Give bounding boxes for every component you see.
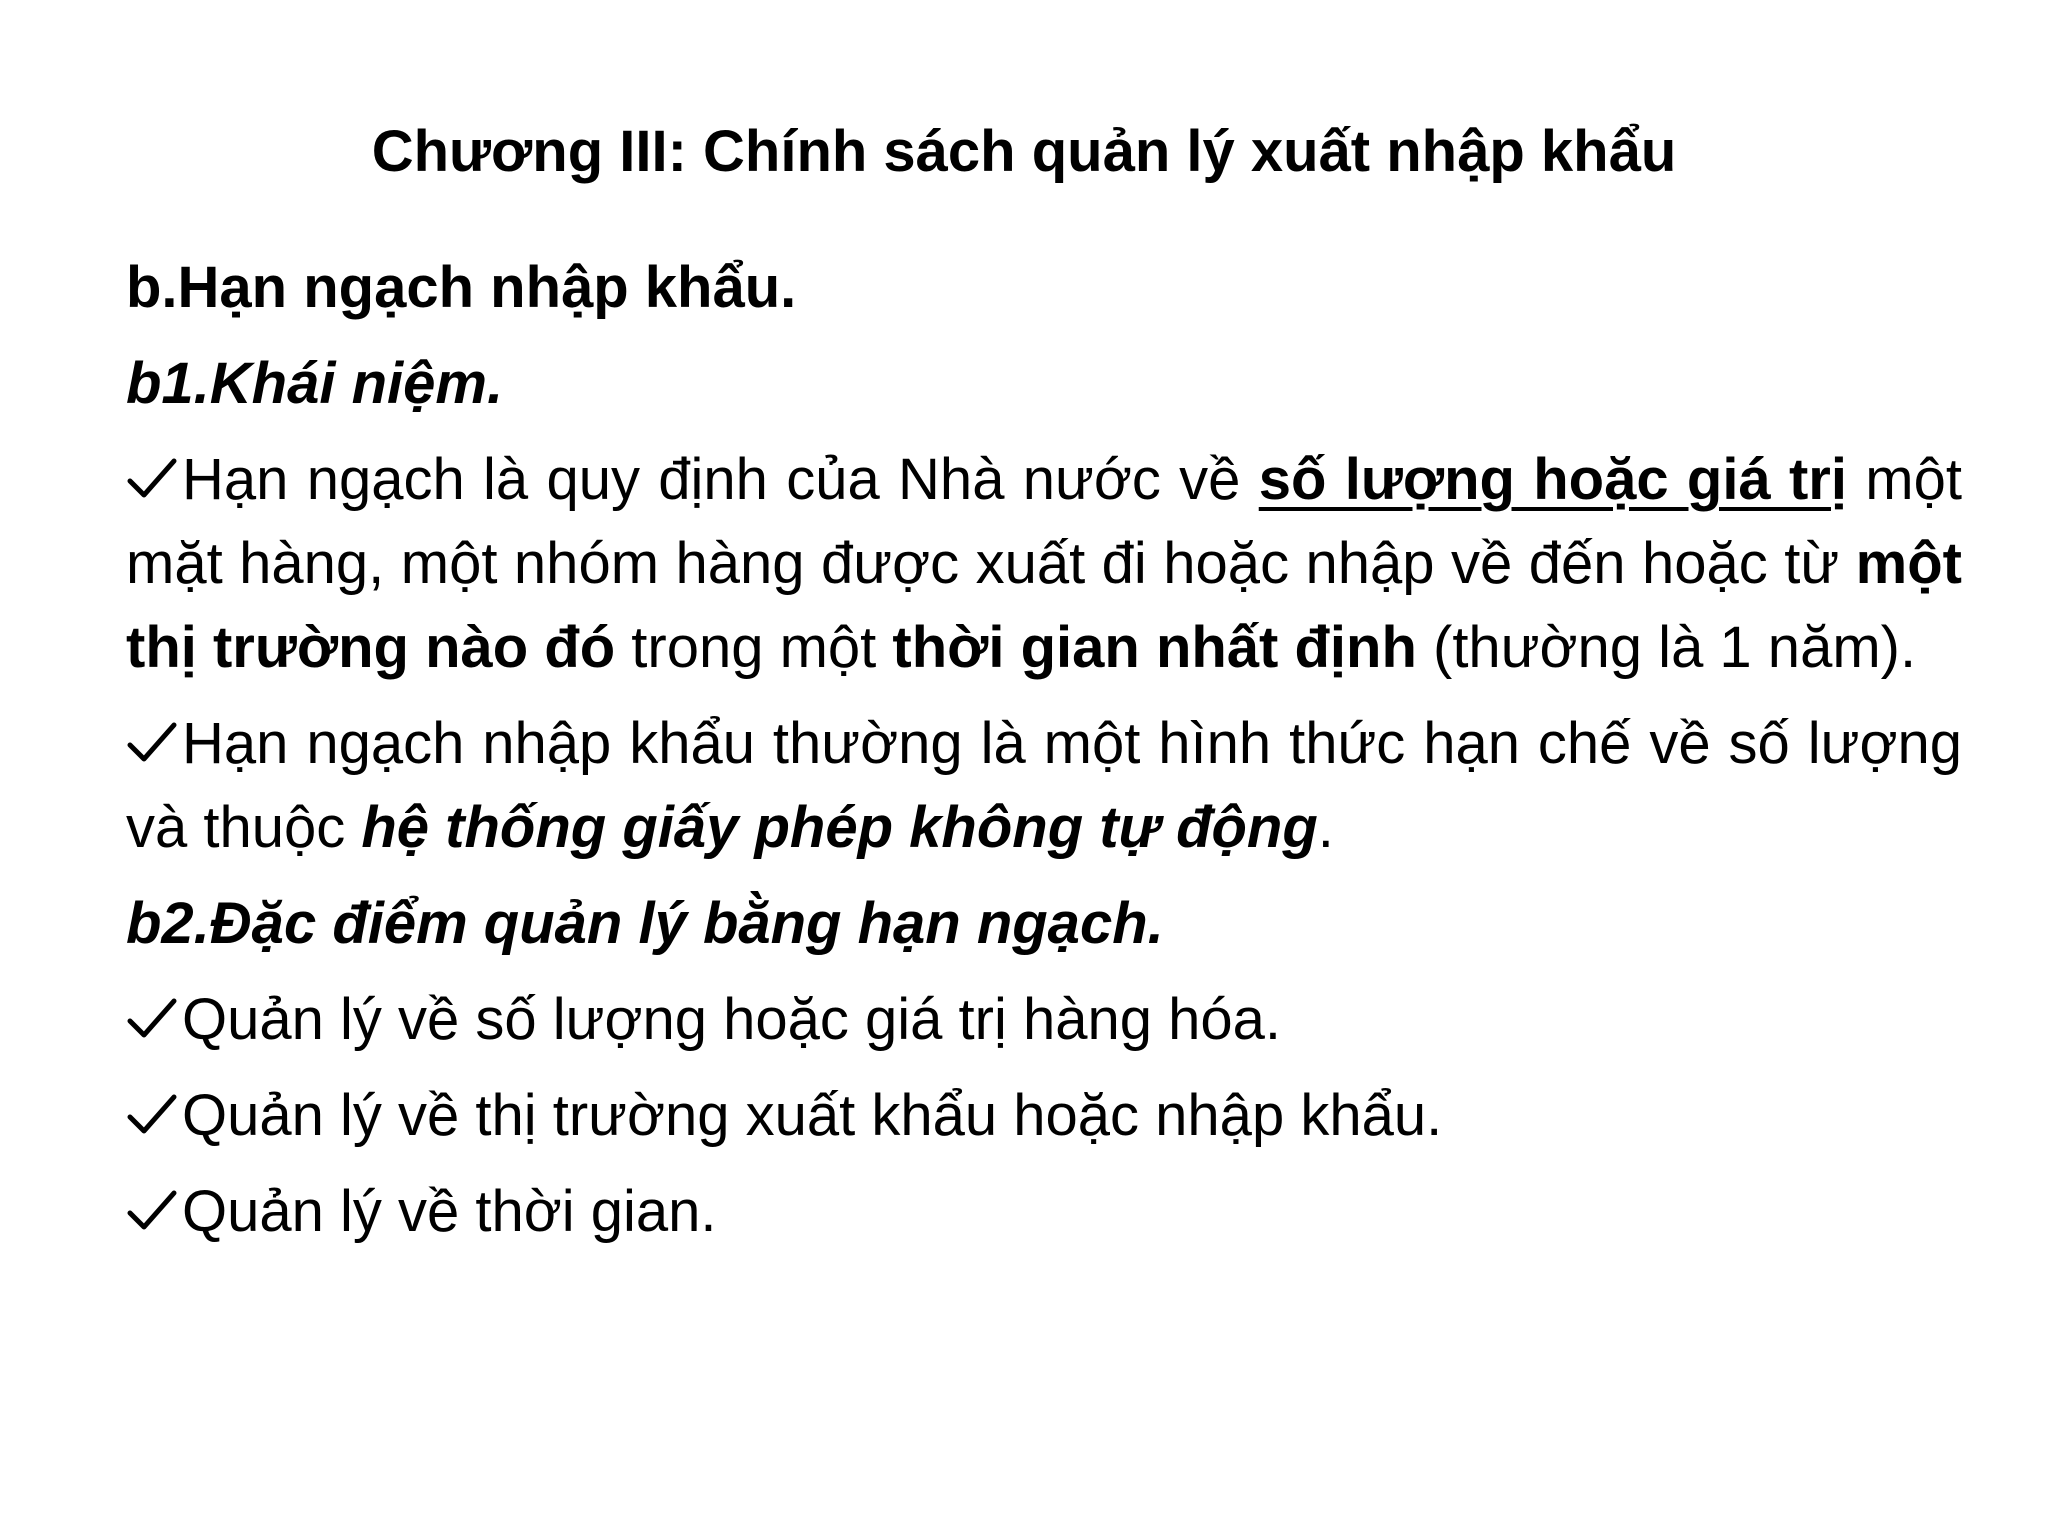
checkmark-icon	[126, 457, 178, 501]
emphasis-license-system: hệ thống giấy phép không tự động	[361, 795, 1318, 860]
checkmark-icon	[126, 1189, 178, 1233]
emphasis-market: một thị trường nào đó	[126, 531, 1962, 680]
checkmark-icon	[126, 721, 178, 765]
section-heading-b: b.Hạn ngạch nhập khẩu.	[126, 255, 797, 320]
checkmark-icon	[126, 997, 178, 1041]
bullet-text: Quản lý về số lượng hoặc giá trị hàng hóa.	[182, 987, 1281, 1052]
bullet-text: .	[1317, 795, 1334, 860]
bullet-manage-market	[126, 1074, 1962, 1158]
bullet-text: một mặt hàng, một nhóm hàng được xuất đi hoặc nhập về đến hoặc từ	[126, 447, 1962, 596]
slide-title: Chương III: Chính sách quản lý xuất nhập khẩu	[371, 119, 1677, 184]
bullet-text: (thường là 1 năm).	[1416, 615, 1917, 680]
checkmark-icon	[126, 1093, 178, 1137]
bullet-text: trong một	[615, 615, 893, 680]
bullet-quota-definition	[126, 438, 1962, 690]
bullet-text: Quản lý về thị trường xuất khẩu hoặc nhập khẩu.	[182, 1083, 1443, 1148]
slide-content	[126, 246, 1962, 1266]
emphasis-quantity-value: số lượng hoặc giá trị	[1258, 447, 1847, 512]
bullet-text: Hạn ngạch là quy định của Nhà nước về	[182, 447, 1259, 512]
bullet-manage-quantity	[126, 978, 1962, 1062]
bullet-text: Quản lý về thời gian.	[182, 1179, 717, 1244]
subsection-heading-b2: b2.Đặc điểm quản lý bằng hạn ngạch.	[126, 891, 1164, 956]
emphasis-time-period: thời gian nhất định	[892, 615, 1417, 680]
bullet-text: Hạn ngạch nhập khẩu thường là một hình thức hạn chế về số lượng và thuộc	[126, 711, 1962, 860]
bullet-import-quota-form	[126, 702, 1962, 870]
subsection-heading-b1: b1.Khái niệm.	[126, 351, 504, 416]
bullet-manage-time	[126, 1170, 1962, 1254]
